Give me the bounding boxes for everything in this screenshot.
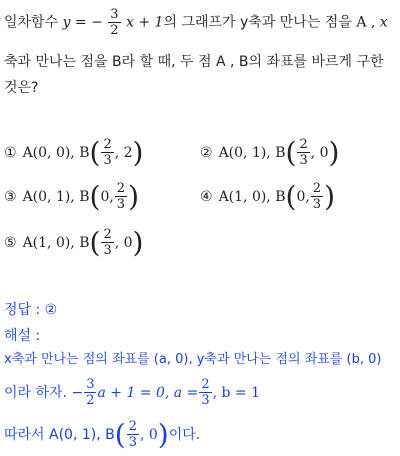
explanation-fraction — [84, 378, 96, 407]
paren-left: ( — [285, 179, 297, 213]
fraction-denominator: 3 — [128, 435, 137, 450]
option-fraction — [101, 138, 113, 167]
option-number: ① — [4, 144, 17, 161]
option-number: ④ — [200, 188, 213, 205]
option-text: A(1, 0), B — [218, 188, 286, 205]
option-5[interactable] — [4, 225, 144, 259]
option-pre: 0, — [100, 188, 114, 205]
explanation-line-2 — [4, 378, 260, 407]
paren-left: ( — [89, 225, 101, 259]
fraction-numerator: 2 — [103, 137, 112, 152]
option-text: A(0, 0), B — [22, 144, 90, 161]
paren-right: ) — [157, 417, 169, 451]
paren-right: ) — [328, 135, 340, 169]
option-3[interactable] — [4, 179, 140, 213]
question-line-1 — [4, 8, 388, 37]
point-a-label: A , — [356, 14, 376, 31]
fraction-denominator: 2 — [86, 393, 95, 408]
explanation-line-1: x축과 만나는 점의 좌표를 (a, 0), y축과 만나는 점의 좌표를 (b, 0) — [4, 352, 382, 367]
option-tail: , 0 — [310, 144, 329, 161]
paren-left: ( — [89, 135, 101, 169]
option-fraction — [311, 182, 323, 211]
paren-left: ( — [89, 179, 101, 213]
fraction-denominator: 3 — [103, 153, 112, 168]
fraction-denominator: 3 — [116, 197, 126, 212]
paren-right: ) — [132, 225, 144, 259]
paren-left: ( — [114, 417, 126, 451]
fraction-numerator: 3 — [86, 377, 95, 392]
question-text: 일차함수 — [4, 14, 59, 31]
option-4[interactable] — [200, 179, 336, 213]
explanation-fraction — [127, 420, 139, 449]
option-fraction — [297, 138, 309, 167]
option-text: A(1, 0), B — [22, 234, 90, 251]
option-number: ⑤ — [4, 234, 17, 251]
fraction-numerator: 2 — [201, 377, 210, 392]
option-text: A(0, 1), B — [218, 144, 286, 161]
x-variable: x — [379, 14, 388, 31]
paren-left: ( — [285, 135, 297, 169]
fraction-numerator: 2 — [312, 181, 322, 196]
explanation-fraction — [199, 378, 211, 407]
explanation-text: 이다. — [168, 426, 201, 443]
explanation-label: 해설 : — [4, 328, 41, 344]
equation-fraction — [108, 8, 120, 37]
answer-label: 정답 : ② — [4, 302, 58, 318]
option-fraction — [101, 228, 113, 257]
paren-right: ) — [324, 179, 336, 213]
option-tail: , 2 — [114, 144, 133, 161]
fraction-numerator: 2 — [128, 419, 137, 434]
option-text: A(0, 1), B — [22, 188, 90, 205]
option-number: ③ — [4, 188, 17, 205]
option-pre: 0, — [296, 188, 310, 205]
fraction-denominator: 2 — [110, 23, 119, 38]
question-text: 의 그래프가 — [163, 14, 236, 31]
explanation-text: 따라서 A(0, 1), B — [4, 426, 115, 443]
equation-lhs: y = − — [62, 14, 103, 31]
fraction-numerator: 2 — [103, 227, 112, 242]
fraction-numerator: 2 — [299, 137, 308, 152]
fraction-denominator: 3 — [103, 243, 112, 258]
explanation-line-3 — [4, 417, 201, 451]
fraction-denominator: 3 — [312, 197, 322, 212]
paren-right: ) — [132, 135, 144, 169]
option-tail: , 0 — [114, 234, 133, 251]
question-line-3: 것은? — [4, 80, 39, 96]
explanation-text: , b = 1 — [212, 384, 261, 401]
paren-right: ) — [128, 179, 140, 213]
fraction-denominator: 3 — [201, 393, 210, 408]
fraction-numerator: 2 — [116, 181, 126, 196]
question-text: y축과 만나는 점을 — [240, 14, 352, 31]
option-number: ② — [200, 144, 213, 161]
option-2[interactable] — [200, 135, 340, 169]
explanation-text: , 0 — [139, 426, 158, 443]
option-fraction — [115, 182, 127, 211]
fraction-numerator: 3 — [110, 7, 119, 22]
fraction-denominator: 3 — [299, 153, 308, 168]
equation-rhs: x + 1 — [126, 14, 164, 31]
option-1[interactable] — [4, 135, 144, 169]
question-line-2: 축과 만나는 점을 B라 할 때, 두 점 A , B의 좌표를 바르게 구한 — [4, 54, 384, 70]
explanation-text: 이라 하자. − — [4, 384, 84, 401]
explanation-text: a + 1 = 0, a = — [97, 384, 199, 401]
